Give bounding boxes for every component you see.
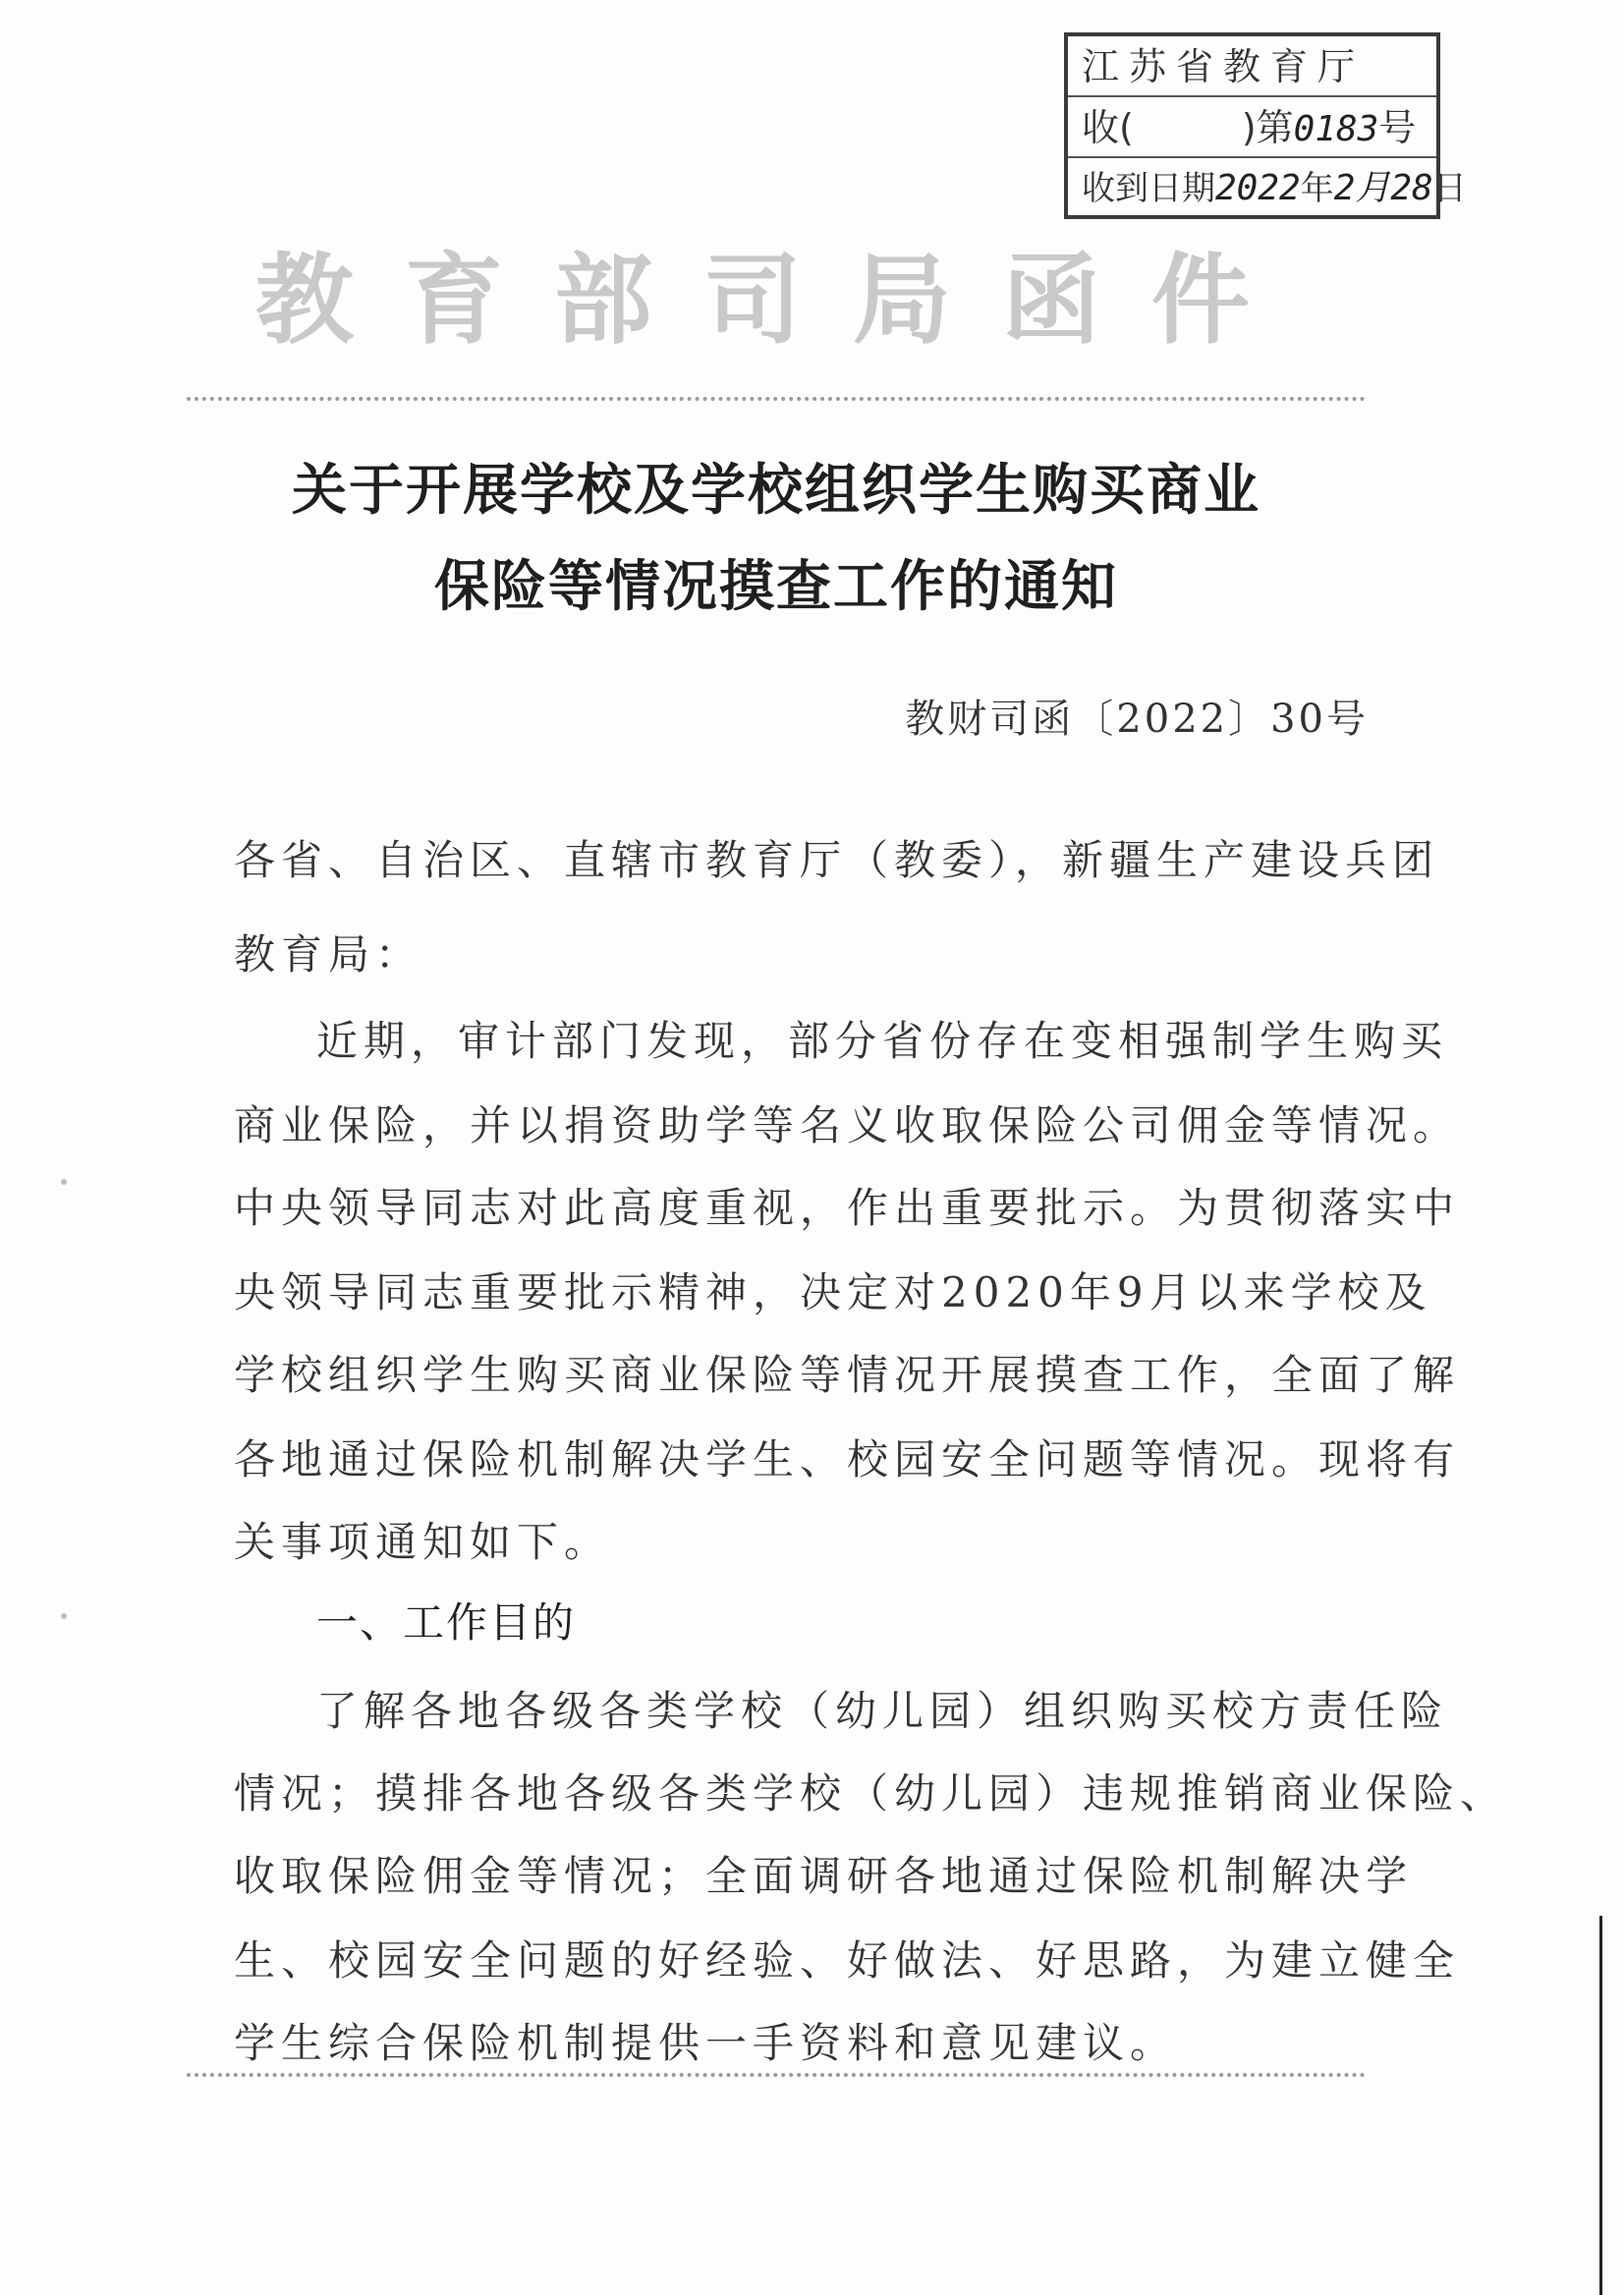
section-line: 学生综合保险机制提供一手资料和意见建议。 (234, 2019, 1178, 2067)
section-line: 了解各地各级各类学校（幼儿园）组织购买校方责任险 (316, 1687, 1449, 1735)
scan-speck (61, 1179, 67, 1185)
stamp-date-day-unit: 日 (1432, 169, 1467, 208)
document-title-line-1: 关于开展学校及学校组织学生购买商业 (292, 458, 1260, 523)
stamp-org: 江苏省教育厅 (1068, 36, 1436, 97)
stamp-receipt-number: 0183 (1293, 109, 1379, 149)
scan-edge-line (1599, 1916, 1602, 2295)
footer-divider (187, 2073, 1366, 2077)
issuer-letterhead: 教育部司局函件 (255, 242, 1301, 358)
paragraph-line: 央领导同志重要批示精神，决定对2020年9月以来学校及 (234, 1268, 1432, 1316)
document-number: 教财司函〔2022〕30号 (905, 697, 1369, 742)
stamp-receipt-mid: )第 (1241, 106, 1294, 149)
paragraph-line: 关事项通知如下。 (234, 1518, 612, 1566)
section-line: 生、校园安全问题的好经验、好做法、好思路，为建立健全 (234, 1936, 1461, 1985)
stamp-date-label: 收到日期 (1082, 169, 1215, 208)
paragraph-line: 近期，审计部门发现，部分省份存在变相强制学生购买 (316, 1017, 1449, 1065)
paragraph-line: 中央领导同志对此高度重视，作出重要批示。为贯彻落实中 (234, 1184, 1461, 1232)
addressee-line-1: 各省、自治区、直辖市教育厅（教委），新疆生产建设兵团 (234, 836, 1440, 884)
addressee-line-2: 教育局： (234, 930, 423, 979)
receipt-stamp (1064, 32, 1467, 219)
section-line: 情况；摸排各地各级各类学校（幼儿园）违规推销商业保险、 (234, 1769, 1508, 1818)
section-heading: 一、工作目的 (316, 1598, 577, 1647)
stamp-date-year: 2022 (1215, 168, 1301, 208)
paragraph-line: 各地通过保险机制解决学生、校园安全问题等情况。现将有 (234, 1435, 1461, 1483)
stamp-receipt-suffix: 号 (1378, 106, 1417, 149)
stamp-date-month-day: 2月28 (1333, 168, 1433, 208)
scan-speck (61, 1613, 67, 1619)
section-line: 收取保险佣金等情况；全面调研各地通过保险机制解决学 (234, 1852, 1414, 1900)
paragraph-line: 学校组织学生购买商业保险等情况开展摸查工作，全面了解 (234, 1351, 1461, 1399)
stamp-receipt-prefix: 收( (1082, 106, 1134, 149)
document-title-line-2: 保险等情况摸查工作的通知 (434, 554, 1118, 619)
header-divider (187, 397, 1366, 401)
stamp-date-year-unit: 年 (1300, 169, 1334, 208)
paragraph-line: 商业保险，并以捐资助学等名义收取保险公司佣金等情况。 (234, 1101, 1461, 1149)
stamp-receipt-row (1068, 97, 1436, 158)
stamp-date-row (1068, 158, 1467, 219)
